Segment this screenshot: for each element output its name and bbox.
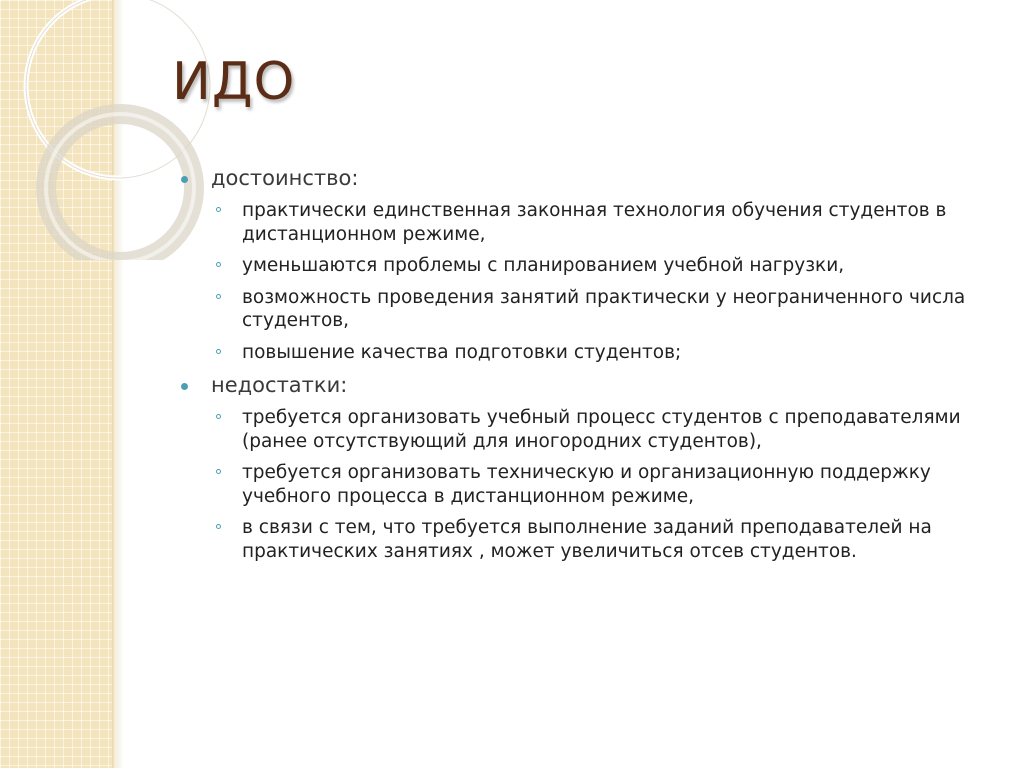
disadvantages-heading-item (180, 372, 1000, 398)
advantages-section (180, 165, 1000, 364)
bullet-ring-icon (216, 414, 221, 419)
advantages-heading-item (180, 165, 1000, 191)
list-item-text: в связи с тем, что требуется выполнение заданий преподавателей на практических занятиях , может увеличиться отсев студентов. (242, 517, 932, 562)
disadvantages-section (180, 372, 1000, 563)
list-item-text: уменьшаются проблемы с планированием учебной нагрузки, (242, 255, 845, 276)
list-item-text: практически единственная законная технология обучения студентов в дистанционном режиме, (242, 200, 947, 245)
bullet-dot-icon (181, 383, 188, 390)
slide-content (180, 165, 1000, 571)
bullet-ring-icon (216, 469, 221, 474)
list-item (180, 406, 1000, 453)
bullet-ring-icon (216, 294, 221, 299)
list-item (180, 199, 1000, 246)
slide-title: ИДО (172, 52, 296, 112)
list-item (180, 461, 1000, 508)
list-item (180, 516, 1000, 563)
disadvantages-list (180, 406, 1000, 563)
bullet-ring-icon (216, 207, 221, 212)
bullet-ring-icon (216, 524, 221, 529)
disadvantages-heading: недостатки: (211, 373, 348, 397)
list-item-text: повышение качества подготовки студентов; (242, 341, 682, 363)
list-item (180, 254, 1000, 278)
list-item-text: возможность проведения занятий практически у неограниченного числа студентов, (242, 286, 966, 331)
bullet-dot-icon (181, 176, 188, 183)
list-item (180, 286, 1000, 333)
list-item-text: требуется организовать учебный процесс студентов с преподавателями (ранее отсутствующий для иногородних студентов), (242, 407, 961, 452)
bullet-ring-icon (216, 349, 221, 354)
advantages-heading: достоинство: (211, 166, 359, 190)
list-item-text: требуется организовать техническую и организационную поддержку учебного процесса в дистанционном режиме, (242, 462, 931, 507)
list-item (180, 341, 1000, 365)
bullet-ring-icon (216, 262, 221, 267)
advantages-list (180, 199, 1000, 364)
